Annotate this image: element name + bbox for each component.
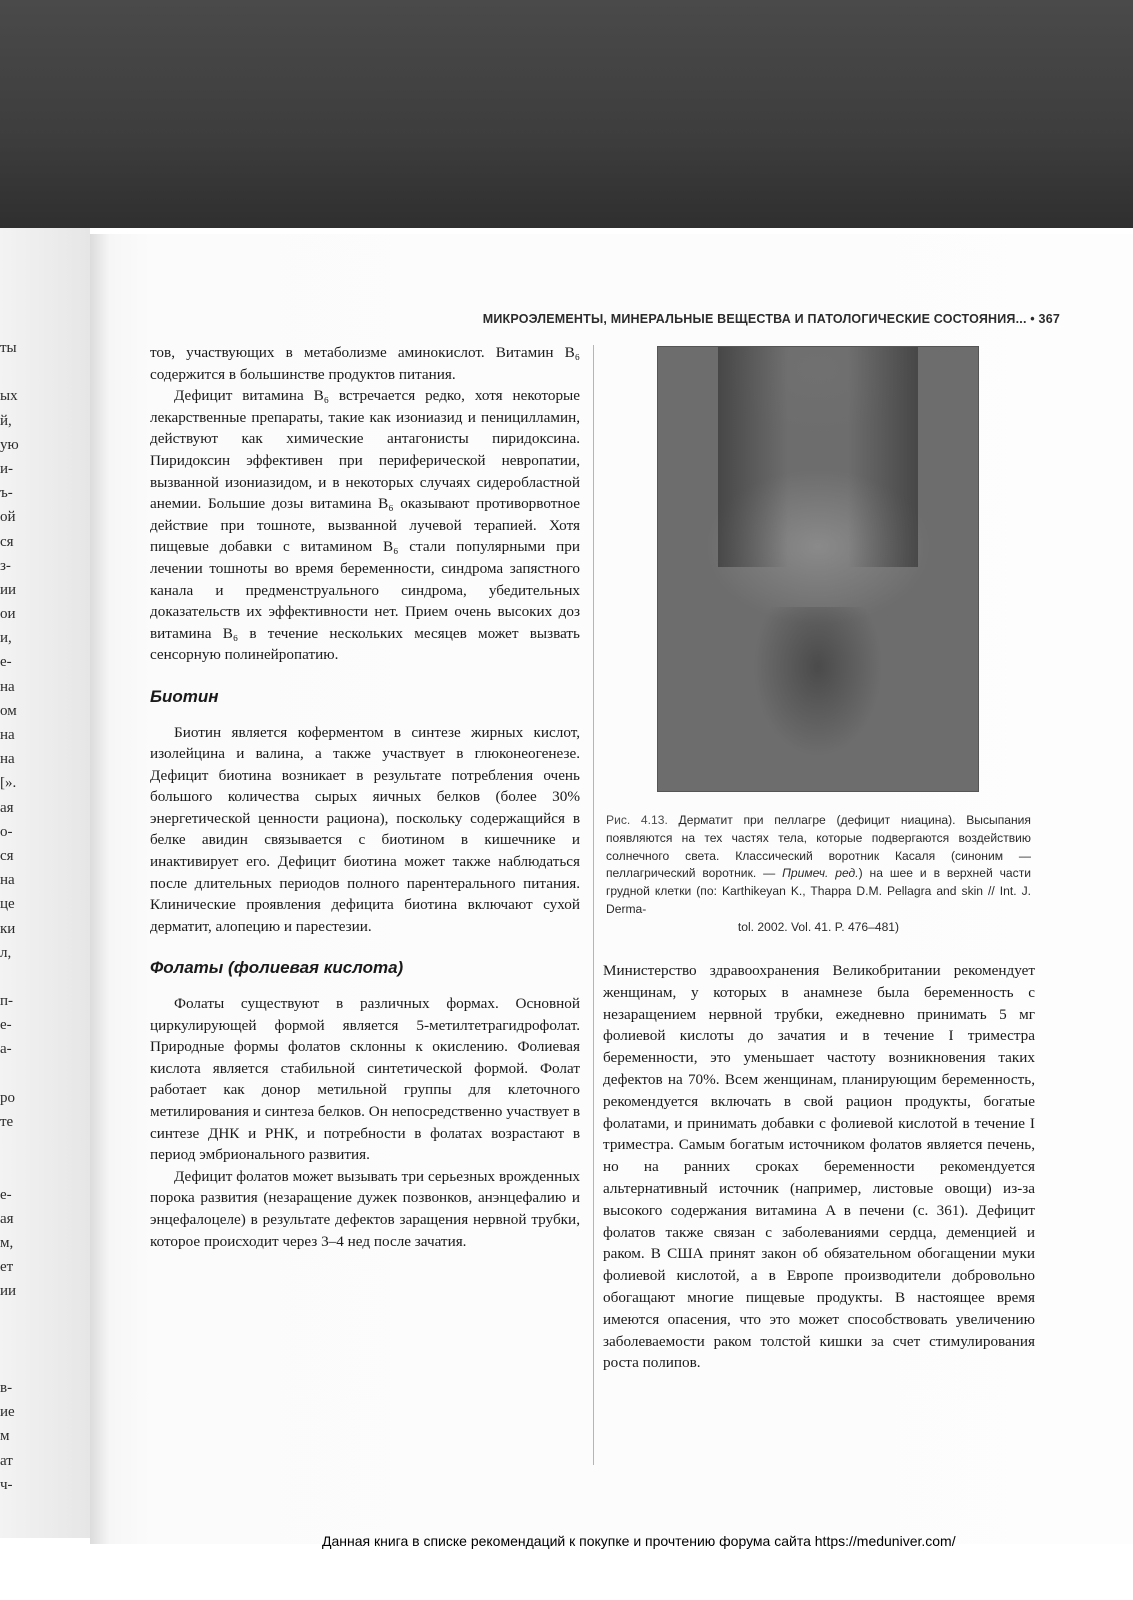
- previous-page-fragment: ой: [0, 509, 16, 526]
- previous-page-fragment: л,: [0, 944, 12, 961]
- previous-page-fragment: ты: [0, 340, 17, 356]
- previous-page-fragment: ая: [0, 1210, 14, 1227]
- previous-page-text-fragments: [0, 336, 30, 1497]
- previous-page-fragment: на: [0, 751, 15, 768]
- previous-page-fragment: ом: [0, 702, 17, 719]
- previous-page-fragment: з-: [0, 557, 11, 574]
- right-column: [603, 960, 1035, 1374]
- previous-page-fragment: в-: [0, 1380, 13, 1397]
- previous-page-fragment: и-: [0, 460, 14, 477]
- previous-page-fragment: м: [0, 1428, 10, 1445]
- previous-page-fragment: [0, 965, 30, 989]
- previous-page-fragment: ои: [0, 606, 16, 623]
- previous-page-fragment: [0, 1062, 30, 1086]
- figure-label: Рис. 4.13.: [606, 813, 668, 827]
- previous-page-fragment: ат: [0, 1452, 13, 1469]
- previous-page-fragment: ую: [0, 436, 19, 453]
- previous-page-fragment: ро: [0, 1089, 15, 1106]
- previous-page-fragment: и,: [0, 630, 12, 647]
- paragraph: Биотин является коферментом в синтезе жирных кислот, изолейцина и валина, а также участвует в глюконеогенезе. Дефицит биотина возникает в результате потребления очень большого количества сырых яичных белков (более 30% энергетической ценности рациона), поскольку содержащийся в белке авидин связывается с биотином в кишечнике и инактивирует его. Дефицит биотина может также наблюдаться после длительных периодов полного парентерального питания. Клинические проявления дефицита биотина включают сухой дерматит, алопецию и парестезии.: [150, 723, 580, 935]
- previous-page-fragment: е-: [0, 1186, 12, 1203]
- previous-page-fragment: [0, 1134, 30, 1158]
- photo-collar-area: [753, 607, 883, 757]
- paragraph: Фолаты существуют в различных формах. Основной циркулирующей формой является 5-метилтетрагидрофолат. Природные формы фолатов склонны к окислению. Фолиевая кислота является стабильной синтетической формой. Фолат работает как донор метильной группы для клеточного метилирования и синтеза белков. Он непосредственно участвует в синтезе ДНК и РНК, и потребности в фолатах возрастают в период эмбрионального развития.: [150, 995, 580, 1164]
- paragraph: Министерство здравоохранения Великобритании рекомендует женщинам, у которых в анамнезе была беременность с незаращением нервной трубки, ежедневно принимать 5 мг фолиевой кислоты до зачатия и в течение I триместра беременности, это уменьшает частоту возникновения таких дефектов на 70%. Всем женщинам, планирующим беременность, рекомендуется включать в свой рацион продукты, богатые фолатами, и принимать добавки с фолиевой кислотой в течение I триместра. Самым богатым источником фолатов является печень, но на ранних сроках беременности рекомендуется альтернативный источник (например, листовые овощи) из-за высокого содержания витамина A в печени (с. 361). Дефицит фолатов также связан с заболеваниями сердца, деменцией и раком. В США принят закон об обязательном обогащении муки фолиевой кислотой, а в Европе производители добровольно обогащают многие пищевые продукты. В настоящее время имеются опасения, что это может способствовать увеличению заболеваемости раком толстой кишки за счет стимулирования роста полипов.: [603, 962, 1035, 1372]
- previous-page-fragment: [0, 1158, 30, 1182]
- figure-caption: [606, 812, 1031, 937]
- section-heading-biotin: Биотин: [150, 686, 219, 706]
- previous-page-fragment: ии: [0, 1283, 17, 1300]
- paragraph: Дефицит фолатов может вызывать три серьезных врожденных порока развития (незаращение дужек позвонков, анэнцефалию и энцефалоцеле) в результате дефектов заращения нервной трубки, которое происходит через 3–4 нед после зачатия.: [150, 1167, 580, 1250]
- previous-page-fragment: [0, 1328, 30, 1352]
- caption-text: Дерматит при пеллагре (дефицит ниацина). Высыпания появляются на тех частях тела, которые подвергаются воздействию солнечного света. Классический воротник Касаля (синоним — пеллагрический воротник. —: [606, 813, 1031, 881]
- previous-page-fragment: ая: [0, 799, 14, 816]
- previous-page-fragment: на: [0, 727, 15, 743]
- previous-page-fragment: ъ-: [0, 485, 13, 502]
- photo-shading: [718, 347, 918, 567]
- footer-notice: Данная книга в списке рекомендаций к покупке и прочтению форума сайта https://meduniver.com/: [322, 1533, 956, 1549]
- editor-note: Примеч. ред.: [782, 866, 859, 881]
- previous-page-fragment: ет: [0, 1259, 14, 1276]
- left-column: [150, 342, 580, 1252]
- section-heading-folate: Фолаты (фолиевая кислота): [150, 958, 404, 978]
- previous-page-fragment: ч-: [0, 1476, 13, 1493]
- scanner-background: [0, 0, 1133, 228]
- previous-page-fragment: [0, 360, 30, 384]
- previous-page-fragment: а-: [0, 1041, 12, 1058]
- caption-text: ) на шее и в верхней части грудной клетки (по: Karthikeyan K., Thappa D.M. Pellagra and skin // Int. J. Derma-: [606, 866, 1031, 916]
- previous-page-fragment: на: [0, 872, 15, 889]
- paragraph: тов, участвующих в метаболизме аминокислот. Витамин B₆ содержится в большинстве продуктов питания.: [150, 344, 580, 383]
- previous-page-fragment: м,: [0, 1234, 14, 1251]
- previous-page-fragment: й,: [0, 412, 12, 429]
- previous-page-fragment: ся: [0, 847, 14, 864]
- previous-page-fragment: ки: [0, 920, 16, 937]
- previous-page-fragment: о-: [0, 823, 13, 840]
- previous-page-fragment: [».: [0, 775, 17, 792]
- previous-page-fragment: е-: [0, 1017, 12, 1034]
- running-header: МИКРОЭЛЕМЕНТЫ, МИНЕРАЛЬНЫЕ ВЕЩЕСТВА И ПАТОЛОГИЧЕСКИЕ СОСТОЯНИЯ... • 367: [482, 312, 1060, 326]
- previous-page-fragment: це: [0, 896, 15, 913]
- previous-page-fragment: [0, 1352, 30, 1376]
- previous-page-fragment: ся: [0, 533, 14, 550]
- previous-page-fragment: ие: [0, 1404, 15, 1421]
- paragraph: Дефицит витамина B₆ встречается редко, хотя некоторые лекарственные препараты, такие как изониазид и пеницилламин, действуют как химические антагонисты пиридоксина. Пиридоксин эффективен при периферической невропатии, вызванной изониазидом, и в некоторых случаях сидеробластной анемии. Большие дозы витамина B₆ оказывают противорвотное действие при тошноте, вызванной лучевой терапией. Хотя пищевые добавки с витамином B₆ стали популярными при лечении тошноты во время беременности, синдрома запястного канала и предменструального синдрома, убедительных доказательств их эффективности нет. Прием очень высоких доз витамина B₆ в течение нескольких месяцев может вызвать сенсорную полинейропатию.: [150, 387, 580, 664]
- previous-page-fragment: е-: [0, 654, 12, 671]
- previous-page-fragment: [0, 1304, 30, 1328]
- previous-page-fragment: ых: [0, 388, 18, 405]
- column-divider: [593, 345, 594, 1465]
- previous-page-fragment: на: [0, 678, 15, 695]
- caption-citation-end: tol. 2002. Vol. 41. P. 476–481): [737, 919, 900, 934]
- previous-page-fragment: ии: [0, 581, 17, 598]
- figure-photo: [657, 346, 979, 792]
- previous-page-fragment: те: [0, 1114, 14, 1130]
- previous-page-fragment: п-: [0, 993, 14, 1010]
